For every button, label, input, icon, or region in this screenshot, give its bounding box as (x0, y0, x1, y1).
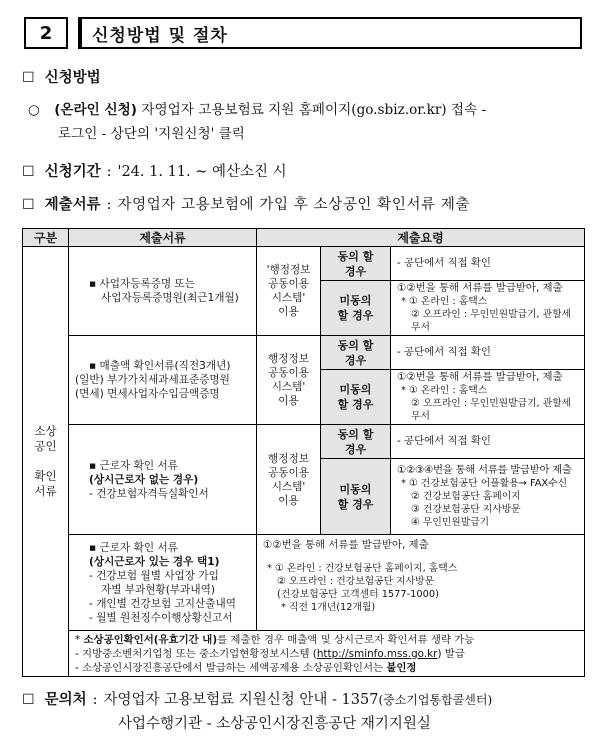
agree-text: - 공단에서 직접 확인 (391, 247, 585, 281)
doc-cell: ▪ 사업자등록증명 또는 사업자등록증명원(최근1개월) (69, 247, 257, 336)
method-line-1 (28, 98, 486, 118)
sminfo-link[interactable]: http://sminfo.mss.go.kr (316, 647, 438, 660)
header-documents: 제출서류 (69, 229, 257, 247)
system-cell: '행정정보 공동이용 시스템' 이용 (257, 247, 321, 336)
doc-cell: ▪ 근로자 확인 서류 (상시근로자 없는 경우) - 건강보험자격득실확인서 (69, 425, 257, 535)
disagree-label: 미동의 할 경우 (321, 370, 391, 425)
inquiry-line-1: ☐ 문의처 : 자영업자 고용보험료 지원신청 안내 - 1357(중소기업통합콜센터) (22, 692, 493, 708)
header-category: 구분 (23, 229, 69, 247)
category-cell: 소상 공인 확인 서류 (23, 247, 69, 677)
inquiry-text-2: 사업수행기관 - 소상공인시장진흥공단 재기지원실 (118, 716, 431, 732)
period-heading: ☐ 신청기간 : '24. 1. 11. ~ 예산소진 시 (22, 160, 287, 181)
table-header-row (23, 229, 585, 247)
disagree-label: 미동의 할 경우 (321, 281, 391, 336)
requirements-table (22, 228, 585, 677)
agree-label: 동의 할 경우 (321, 425, 391, 459)
checkbox-icon: ☐ (22, 70, 35, 86)
doc-cell: ▪ 매출액 확인서류(직전3개년) (일반) 부가가치세과세표준증명원 (면세) 면세사업자수입금액증명 (69, 336, 257, 425)
section-title: 신청방법 및 절차 (78, 17, 582, 49)
documents-title: 제출서류 (44, 197, 101, 213)
disagree-text: ①②번을 통해 서류를 발급받아, 제출 * ① 온라인 : 홈택스 ② 오프라인 : 무인민원발급기, 관할세무서 (391, 370, 585, 425)
method-heading (22, 66, 101, 87)
disagree-text: ①②③④번을 통해 서류를 발급받아 제출 * ① 건강보험공단 어플활용→ FAX수신 ② 건강보험공단 홈페이지 ③ 건강보험공단 지사방문 ④ 무인민원발급기 (391, 459, 585, 535)
inquiry-title: 문의처 (44, 692, 87, 708)
table-row (23, 425, 585, 459)
table-row (23, 535, 585, 631)
section-number: 2 (24, 17, 68, 49)
system-cell: 행정정보 공동이용 시스템' 이용 (257, 425, 321, 535)
section-header (24, 17, 582, 49)
table-row (23, 336, 585, 370)
documents-heading: ☐ 제출서류 : 자영업자 고용보험에 가입 후 소상공인 확인서류 제출 (22, 193, 470, 214)
checkbox-icon: ☐ (22, 197, 35, 213)
agree-label: 동의 할 경우 (321, 247, 391, 281)
header-method: 제출요령 (257, 229, 585, 247)
notes-row (23, 631, 585, 677)
agree-text: - 공단에서 직접 확인 (391, 425, 585, 459)
inquiry-text-1: 자영업자 고용보험료 지원신청 안내 - 1357 (103, 692, 379, 708)
period-title: 신청기간 (44, 164, 101, 180)
notes-cell: * 소상공인확인서(유효기간 내)를 제출한 경우 매출액 및 상시근로자 확인서류 생략 가능 - 지방중소벤처기업청 또는 중소기업현황정보시스템 (http://sminfo.mss.go.kr) 발급 - 소상공인시장진흥공단에서 발급하는 세액공제용 소상공인확인서는 불인정 (69, 631, 585, 677)
documents-value: 자영업자 고용보험에 가입 후 소상공인 확인서류 제출 (117, 197, 471, 213)
method-text-1: 자영업자 고용보험료 지원 홈페이지(go.sbiz.or.kr) 접속 - (137, 102, 487, 118)
disagree-text: ①②번을 통해 서류를 발급받아, 제출 * ① 온라인 : 홈택스 ② 오프라인 : 무인민원발급기, 관할세무서 (391, 281, 585, 336)
agree-label: 동의 할 경우 (321, 336, 391, 370)
system-cell: 행정정보 공동이용 시스템' 이용 (257, 336, 321, 425)
checkbox-icon: ☐ (22, 692, 35, 708)
how-cell: ①②번을 통해 서류를 발급받아, 제출 * ① 온라인 : 건강보험공단 홈페이지, 홈택스 ② 오프라인 : 건강보험공단 지사방문 (건강보험공단 고객센터 1577-1000) * 직전 1개년(12개월) (257, 535, 585, 631)
doc-cell: ▪ 근로자 확인 서류 (상시근로자 있는 경우 택1) - 건강보험 월별 사업장 가입 자별 부과현황(부과내역) - 개인별 건강보험 고지산출내역 - 월별 원천징수이행상황신고서 (69, 535, 257, 631)
period-value: '24. 1. 11. ~ 예산소진 시 (117, 164, 287, 180)
agree-text: - 공단에서 직접 확인 (391, 336, 585, 370)
circle-bullet-icon: ○ (28, 102, 40, 118)
method-title: 신청방법 (44, 70, 101, 86)
table-row (23, 247, 585, 281)
online-label: (온라인 신청) (54, 102, 138, 118)
inquiry-callcenter: (중소기업통합콜센터) (378, 693, 493, 707)
checkbox-icon: ☐ (22, 164, 35, 180)
method-text-2: 로그인 - 상단의 '지원신청' 클릭 (58, 126, 245, 142)
disagree-label: 미동의 할 경우 (321, 459, 391, 535)
